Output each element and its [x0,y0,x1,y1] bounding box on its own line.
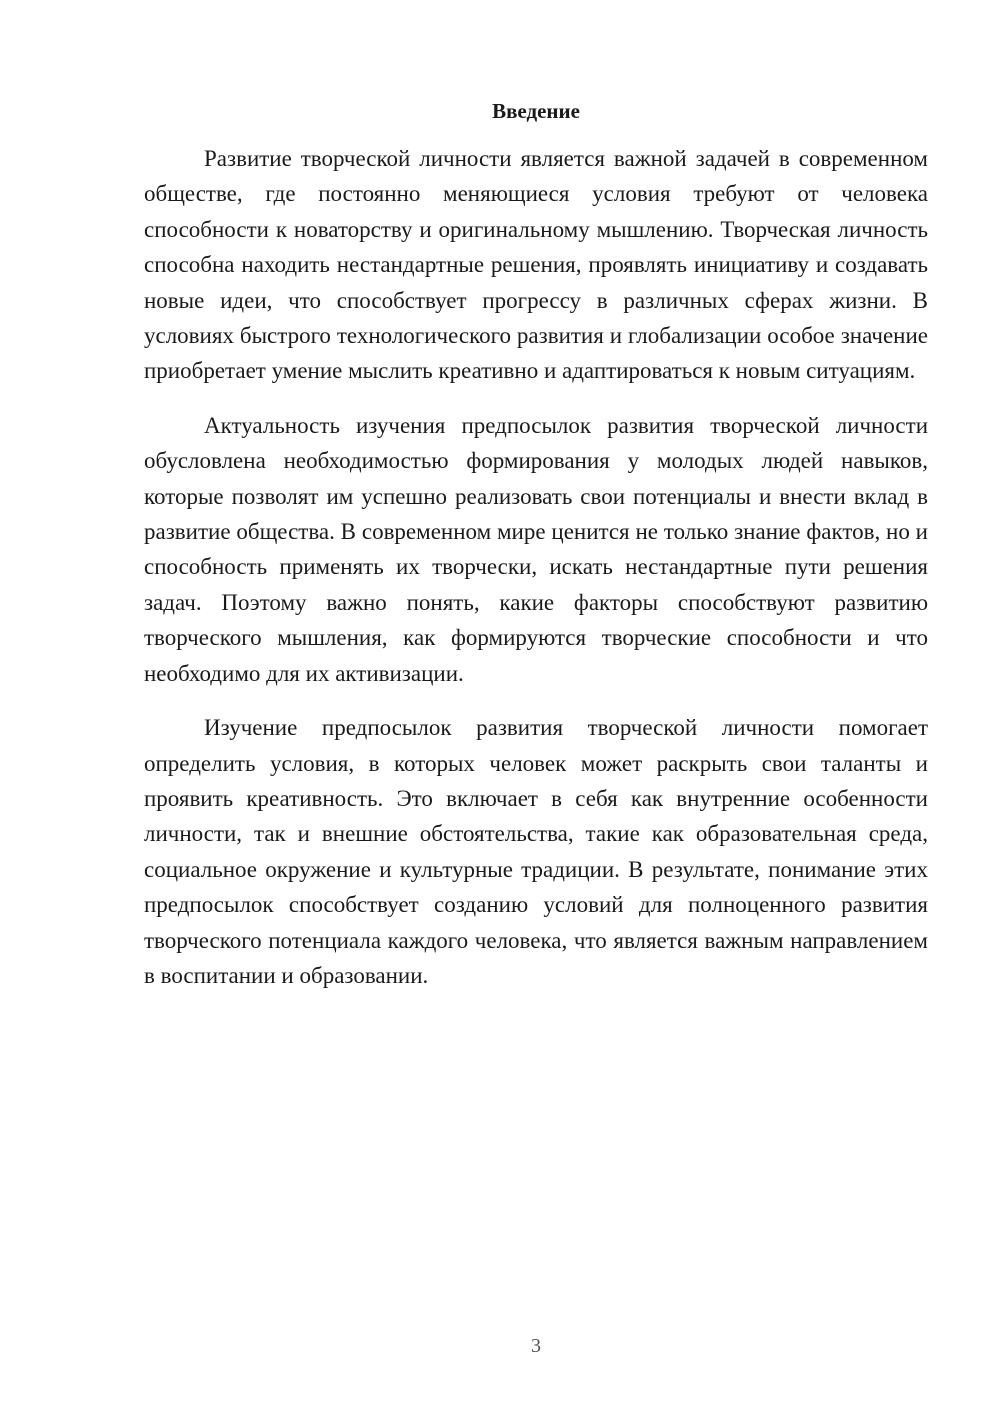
page-title: Введение [492,99,580,123]
document-body [144,141,928,1012]
paragraph-2: Актуальность изучения предпосылок развития творческой личности обусловлена необходимостью формирования у молодых людей навыков, которые позволят им успешно реализовать свои потенциалы и внести вклад в развитие общества. В современном мире ценится не только знание фактов, но и способность применять их творчески, искать нестандартные пути решения задач. Поэтому важно понять, какие факторы способствуют развитию творческого мышления, как формируются творческие способности и что необходимо для их активизации. [144,412,928,686]
paragraph-1: Развитие творческой личности является важной задачей в современном обществе, где постоянно меняющиеся условия требуют от человека способности к новаторству и оригинальному мышлению. Творческая личность способна находить нестандартные решения, проявлять инициативу и создавать новые идеи, что способствует прогрессу в различных сферах жизни. В условиях быстрого технологического развития и глобализации особое значение приобретает умение мыслить креативно и адаптироваться к новым ситуациям. [144,146,928,384]
page-number: 3 [531,1335,541,1357]
paragraph-3: Изучение предпосылок развития творческой личности помогает определить условия, в которых человек может раскрыть свои таланты и проявить креативность. Это включает в себя как внутренние особенности личности, так и внешние обстоятельства, такие как образовательная среда, социальное окружение и культурные традиции. В результате, понимание этих предпосылок способствует созданию условий для полноценного развития творческого потенциала каждого человека, что является важным направлением в воспитании и образовании. [144,715,928,988]
